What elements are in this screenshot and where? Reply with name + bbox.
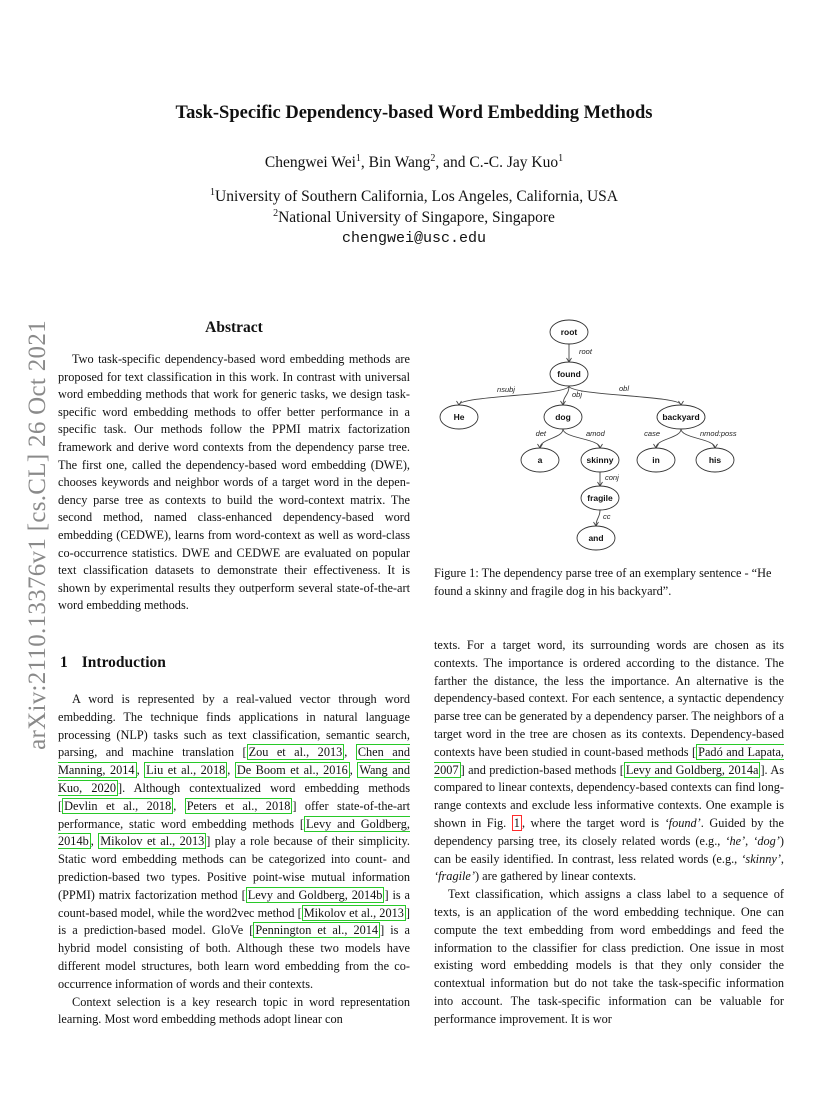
citation-link[interactable]: Wang and Kuo, 2020	[58, 763, 410, 795]
dependency-label: case	[644, 429, 660, 438]
emphasized-word: ‘found’	[664, 815, 701, 830]
dependency-arrowhead	[598, 444, 603, 448]
figure-1-caption: Figure 1: The dependency parse tree of an exemplary sentence - “He found a skinny and fragile dog in his backyard”.	[434, 566, 772, 598]
paper-title: Task-Specific Dependency-based Word Embedding Methods	[175, 103, 653, 123]
intro-paragraph-3: Text classification, which assigns a class label to a sequence of texts, is an application of the word embedding technique. One can compute the text embedding from word embeddings and feed the information to the classifier for class prediction. One issue in most existing word embedding models is that they only consider the contextual information but do not take the task-specific information into account. The task-specific information can be valuable for performance improvement. It is wor	[434, 887, 784, 1026]
figure-1	[434, 312, 784, 562]
author-name: Chengwei Wei	[264, 154, 356, 171]
section-number: 1	[60, 654, 68, 671]
abstract-heading: Abstract	[205, 319, 263, 336]
citation-link[interactable]: Chen and Manning, 2014	[58, 745, 410, 778]
author-name: Bin Wang	[368, 154, 431, 171]
tree-node-label: in	[652, 455, 660, 465]
dependency-label: conj	[605, 473, 619, 482]
author-affiliation-mark: 1	[355, 152, 361, 164]
dependency-label: amod	[586, 429, 605, 438]
dependency-label: nmod:poss	[700, 429, 737, 438]
tree-node-label: skinny	[586, 455, 614, 465]
author-affiliation-mark: 2	[430, 152, 436, 164]
dependency-label: nsubj	[497, 385, 515, 394]
intro-paragraph-2: Context selection is a key research topic in word representation learning. Most word embedding methods adopt linear con	[58, 994, 410, 1027]
citation-link[interactable]: Pennington et al., 2014	[255, 923, 379, 938]
author-name: C.-C. Jay Kuo	[469, 154, 559, 171]
tree-node-label: his	[708, 455, 722, 465]
abstract-text: Two task-specific dependency-based word embedding methods are proposed for text classification in this work. In contrast with universal word embedding methods that work for generic tasks, we design task-specific word embedding methods to offer better performance in a specific task. Our methods follow the PPMI matrix factorization framework and derive word contexts from the dependency parse tree. The first one, called the dependency-based word embedding (DWE), chooses keywords and neighbor words of a target word in the dependency parse tree as contexts to build the word-context matrix. The second method, named class-enhanced dependency-based word embedding (CEDWE), learns from word-context as well as word-class co-occurrence statistics. DWE and CEDWE are evaluated on popular text classification datasets to demonstrate their effectiveness. It is shown by experimental results they outperform several state-of-the-art word embedding methods.	[58, 352, 410, 613]
citation-link[interactable]: Mikolov et al., 2013	[303, 905, 404, 920]
tree-node-label: and	[588, 533, 604, 543]
dependency-label: obj	[572, 390, 583, 399]
citation-link[interactable]: Levy and Goldberg, 2014b	[247, 887, 383, 902]
abstract-body	[58, 351, 410, 615]
emphasized-word: ‘he’	[725, 833, 746, 848]
figure-reference-link[interactable]: 1	[513, 815, 520, 830]
tree-node-label: He	[453, 412, 465, 422]
dependency-label: det	[535, 429, 546, 438]
citation-link[interactable]: Mikolov et al., 2013	[100, 834, 205, 849]
citation-link[interactable]: Liu et al., 2018	[146, 763, 226, 778]
dependency-arrowhead	[713, 444, 718, 448]
dependency-arrowhead	[457, 401, 462, 405]
tree-node-label: dog	[555, 412, 571, 422]
author-list: Chengwei Wei$^1$, Bin Wang$^2$, and C.-C. Jay Kuo$^1$	[264, 152, 564, 171]
dependency-label: cc	[603, 512, 611, 521]
citation-link[interactable]: Padó and Lapata, 2007	[434, 744, 784, 777]
tree-node-label: backyard	[662, 412, 700, 422]
right-column-body	[434, 637, 784, 1029]
tree-node-label: root	[560, 327, 578, 337]
citation-link[interactable]: Devlin et al., 2018	[64, 798, 172, 813]
citation-link[interactable]: De Boom et al., 2016	[236, 763, 348, 778]
intro-paragraph-1: A word is represented by a real-valued vector through word embedding. The technique finds applications in natural language processing (NLP) tasks such as text classification, semantic search, parsing, and machine translation [ Zou et al., 2013 , Chen and Manning, 2014 , Liu et al., 2018 , De Boom et al., 2016 , Wang and Kuo, 2020 ]. Although contextualized word embedding methods [ Devlin et al., 2018 , Peters et al., 2018 ] offer state-of-the-art performance, static word embedding methods [ Levy and Goldberg, 2014b , Mikolov et al., 2013 ] play a role because of their simplicity. Static word embedding methods can be categorized into count- and prediction-based two types. Positive point-wise mutual information (PPMI) matrix factorization method [ Levy and Goldberg, 2014b ] is a count-based model, while the word2vec method [ Mikolov et al., 2013 ] is a prediction-based model. GloVe [ Pennington et al., 2014 ] is a hybrid model consisting of both. Although these two models have different model structures, both learn word embedding from the co-occurrence information of words and their contexts.	[58, 692, 411, 991]
citation-link[interactable]: Levy and Goldberg, 2014b	[58, 816, 411, 849]
affiliation-2: $^2$National University of Singapore, Singapore	[273, 207, 555, 226]
tree-node-label: a	[537, 455, 543, 465]
citation-link[interactable]: Peters et al., 2018	[186, 798, 291, 813]
section-heading	[60, 654, 166, 672]
emphasized-word: ‘skinny’	[741, 851, 781, 866]
author-affiliation-mark: 1	[558, 152, 564, 164]
dependency-tree-diagram	[434, 312, 784, 562]
author-email[interactable]: chengwei@usc.edu	[341, 230, 487, 247]
tree-node-label: fragile	[587, 493, 613, 503]
dependency-label: obl	[618, 384, 630, 393]
emphasized-word: ‘dog’	[753, 833, 780, 848]
left-column-body	[58, 691, 410, 1029]
arxiv-sidebar	[16, 300, 60, 770]
tree-node-label: found	[557, 369, 581, 379]
citation-link[interactable]: Zou et al., 2013	[248, 745, 343, 760]
dependency-arrowhead	[679, 401, 684, 405]
emphasized-word: ‘fragile’	[434, 869, 475, 884]
section-title: Introduction	[81, 654, 166, 671]
citation-link[interactable]: Levy and Goldberg, 2014a	[625, 762, 759, 777]
arxiv-identifier[interactable]: arXiv:2110.13376v1 [cs.CL] 26 Oct 2021	[24, 320, 51, 750]
affiliation-1: $^1$University of Southern California, Los Angeles, California, USA	[210, 186, 618, 205]
intro-paragraph-2-cont: texts. For a target word, its surrounding words are chosen as its contexts. The importance is ordered according to the distance. The farther the distance, the less the importance. An alternative is the dependency-based context. For each sentence, a syntactic dependency parse tree can be generated by a dependency parser. The neighbors of a target word in the tree are chosen as its contexts. Dependency-based contexts have been studied in count-based methods [ Padó and Lapata, 2007 ] and prediction-based methods [ Levy and Goldberg, 2014a ]. As compared to linear contexts, dependency-based contexts can find long-range contexts and exclude less informative contexts. One example is shown in Fig. 1 , where the target word is ‘found’. Guided by the dependency parsing tree, its closely related words (e.g., ‘he’, ‘dog’) can be easily identified. In contrast, less related words (e.g., ‘skinny’, ‘fragile’) are gathered by linear contexts.	[434, 638, 785, 884]
dependency-label: root	[579, 347, 592, 356]
